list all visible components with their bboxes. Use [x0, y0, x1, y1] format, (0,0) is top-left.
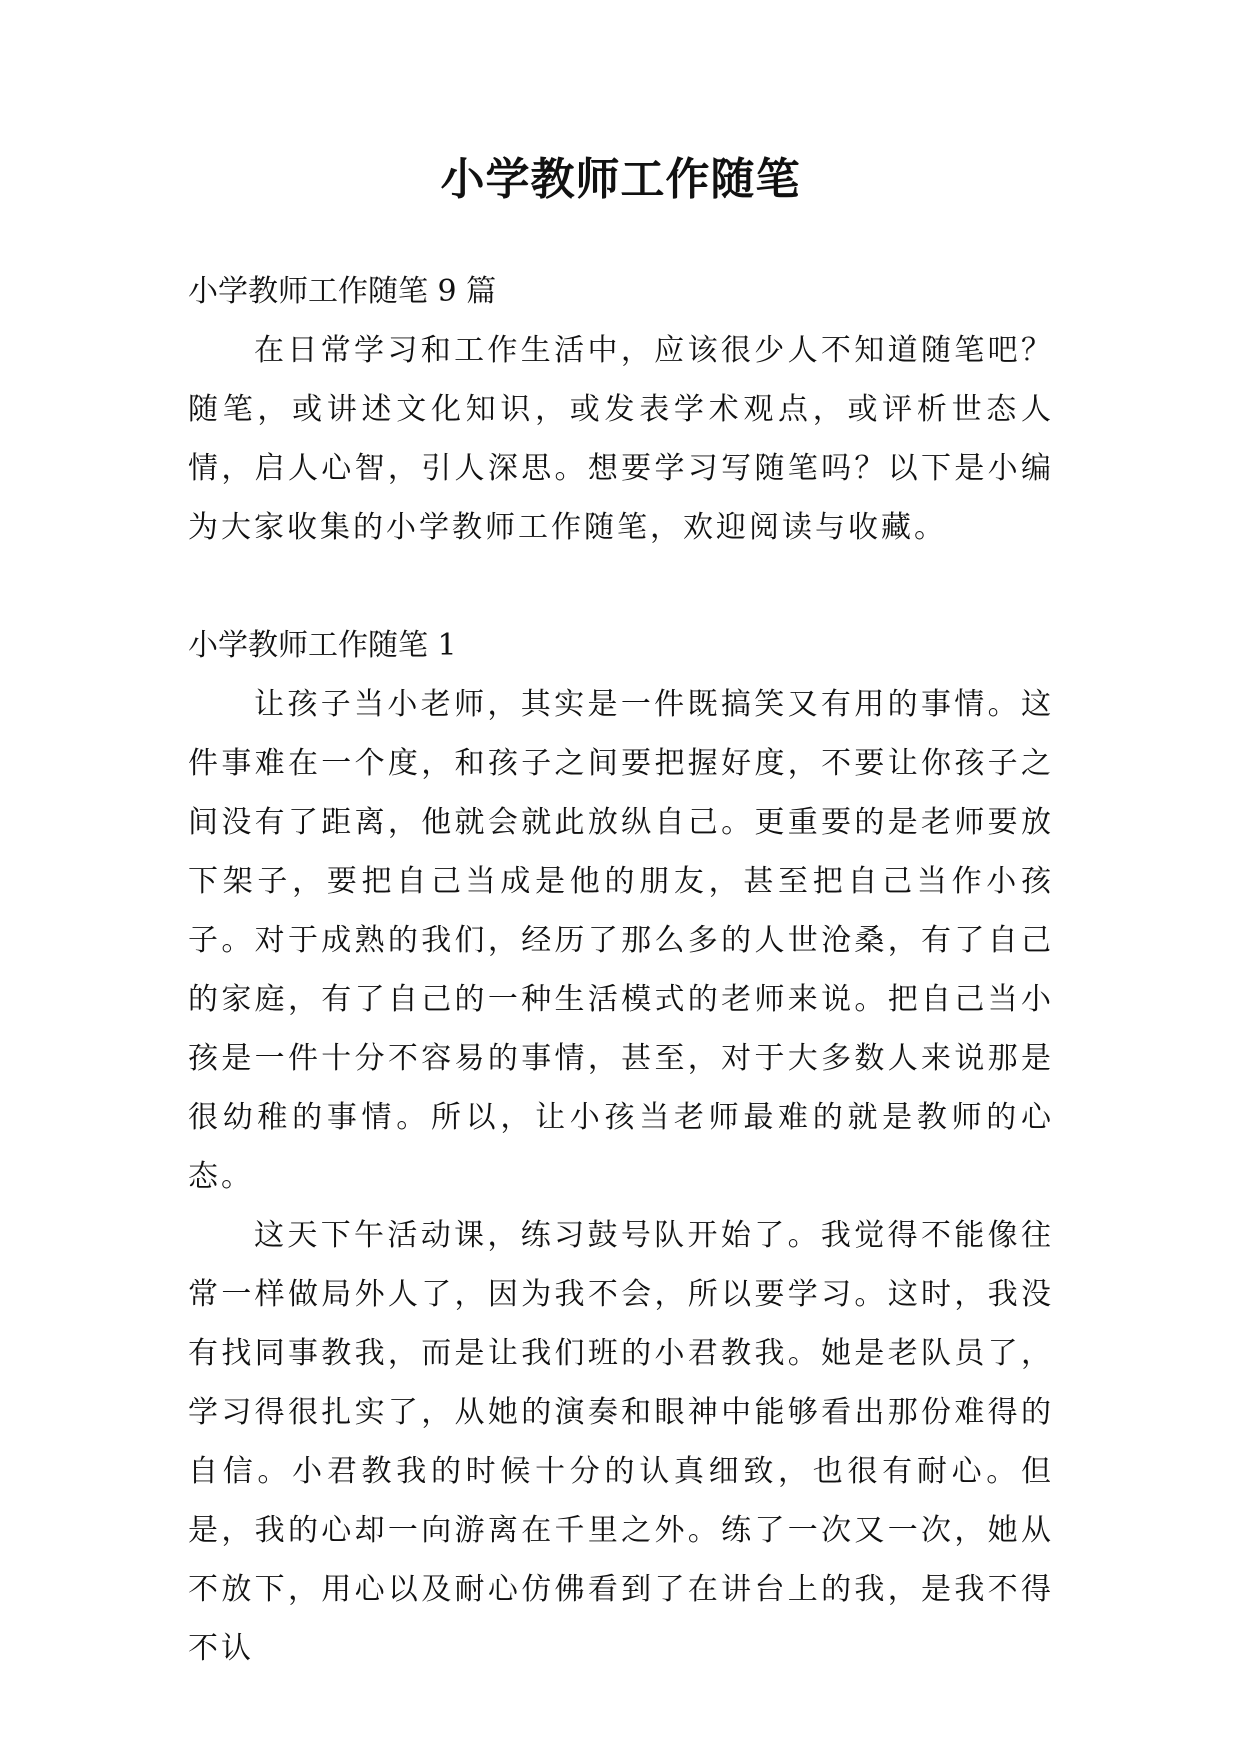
intro-paragraph: 在日常学习和工作生活中，应该很少人不知道随笔吧？随笔，或讲述文化知识，或发表学术观点，或评析世态人情，启人心智，引人深思。想要学习写随笔吗？以下是小编为大家收集的小学教师工作随笔，欢迎阅读与收藏。 [188, 333, 1054, 545]
intro-heading: 小学教师工作随笔 9 篇 [188, 274, 497, 309]
document-body [188, 262, 1054, 1678]
section-heading: 小学教师工作随笔 1 [188, 628, 457, 663]
document-title: 小学教师工作随笔 [440, 154, 801, 205]
section-paragraph: 让孩子当小老师，其实是一件既搞笑又有用的事情。这件事难在一个度，和孩子之间要把握好度，不要让你孩子之间没有了距离，他就会就此放纵自己。更重要的是老师要放下架子，要把自己当成是他的朋友，甚至把自己当作小孩子。对于成熟的我们，经历了那么多的人世沧桑，有了自己的家庭，有了自己的一种生活模式的老师来说。把自己当小孩是一件十分不容易的事情，甚至，对于大多数人来说那是很幼稚的事情。所以，让小孩当老师最难的就是教师的心态。 [188, 687, 1054, 1194]
section-paragraph: 这天下午活动课，练习鼓号队开始了。我觉得不能像往常一样做局外人了，因为我不会，所以要学习。这时，我没有找同事教我，而是让我们班的小君教我。她是老队员了，学习得很扎实了，从她的演奏和眼神中能够看出那份难得的自信。小君教我的时候十分的认真细致，也很有耐心。但是，我的心却一向游离在千里之外。练了一次又一次，她从不放下，用心以及耐心仿佛看到了在讲台上的我，是我不得不认 [188, 1218, 1054, 1666]
section-spacer [188, 557, 1054, 616]
